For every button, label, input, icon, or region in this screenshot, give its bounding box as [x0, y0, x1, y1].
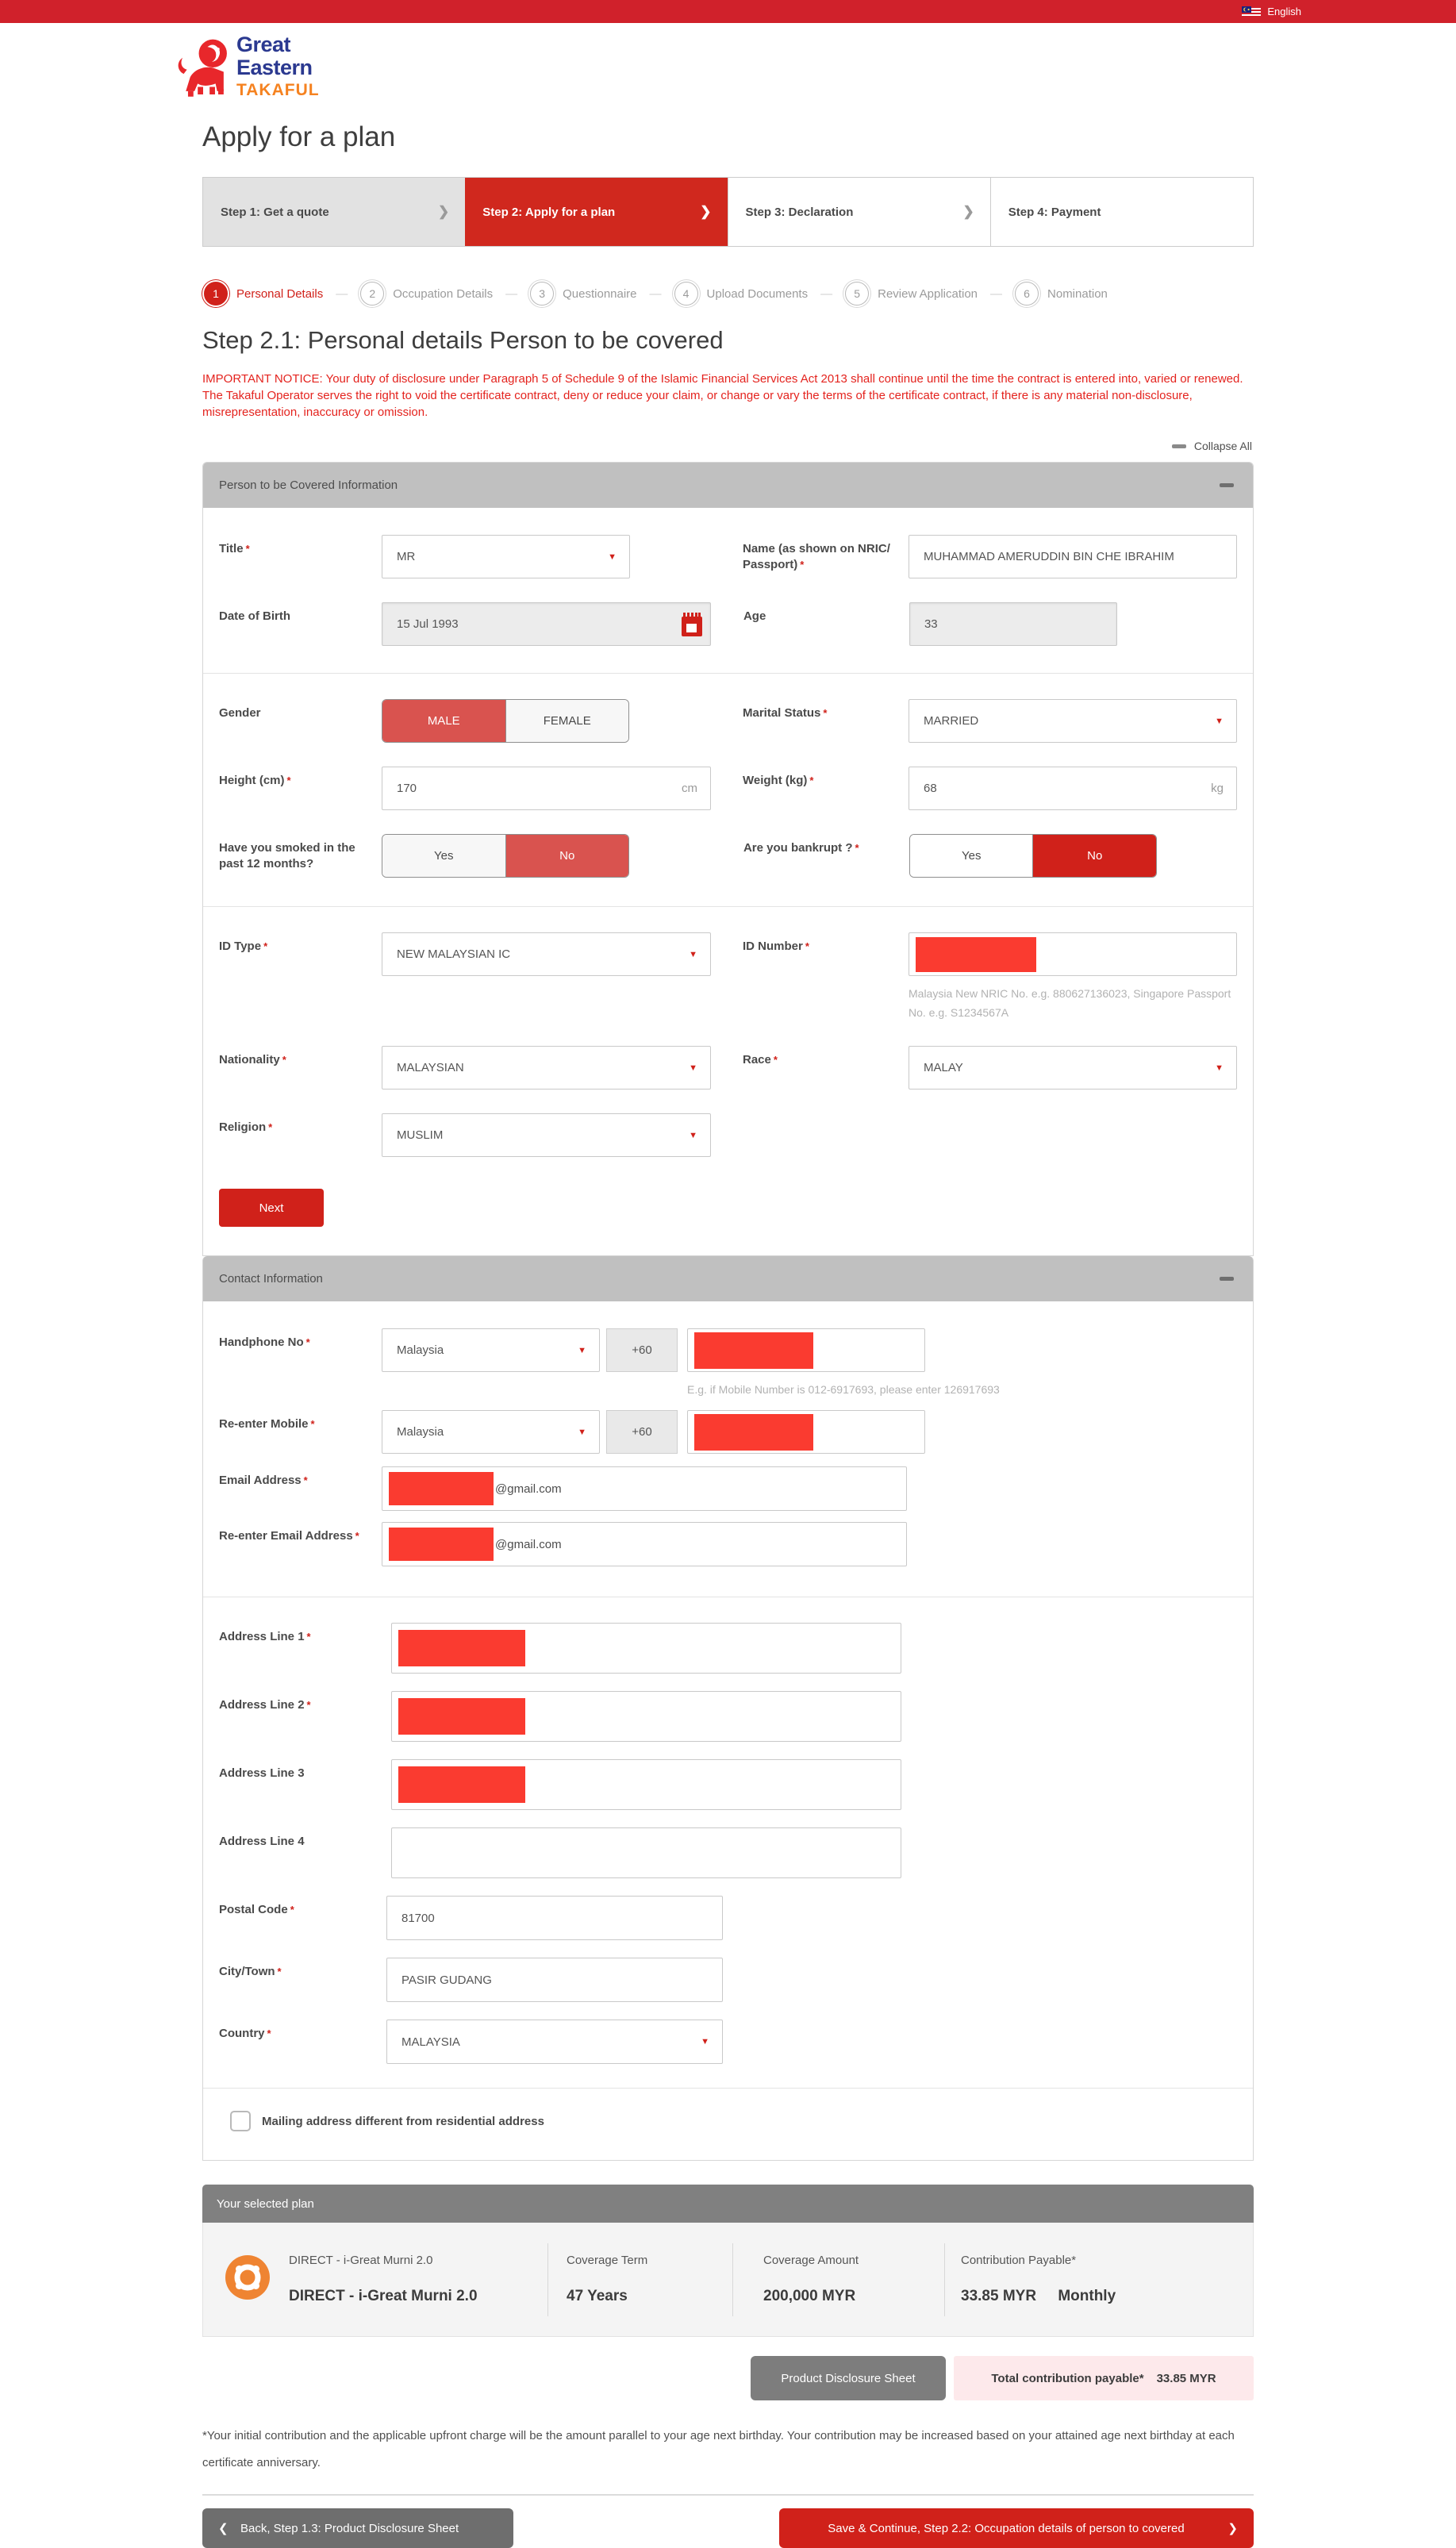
step-label: Review Application — [878, 286, 978, 301]
progress-separator: — — [649, 286, 662, 301]
important-notice: IMPORTANT NOTICE: Your duty of disclosure under Paragraph 5 of Schedule 9 of the Islamic Financial Services Act 2013 shall continue until the time the contract is entered into, varied or renewed. The Takaful Operator serves the right to void the certificate contract, deny or reduce your claim, or change or vary the terms of the certificate contract, if there is any material non-disclosure, misrepresentation, inaccuracy or omission. — [202, 372, 1243, 419]
minus-icon — [1172, 444, 1186, 448]
progress-step-review-application[interactable] — [845, 282, 978, 306]
save-continue-button[interactable] — [779, 2508, 1254, 2548]
bankrupt-option-yes[interactable]: Yes — [910, 835, 1033, 877]
required-asterisk: * — [290, 1904, 294, 1916]
contact-section-header[interactable] — [203, 1256, 1253, 1301]
required-asterisk: * — [800, 559, 805, 571]
divider — [203, 906, 1253, 907]
id-number-input[interactable] — [909, 932, 1237, 976]
nationality-select[interactable] — [382, 1046, 711, 1090]
name-label: Name (as shown on NRIC/ Passport) * — [743, 542, 890, 571]
product-disclosure-sheet-button[interactable]: Product Disclosure Sheet — [751, 2356, 946, 2400]
age-label: Age — [743, 609, 766, 623]
marital-status-select[interactable] — [909, 699, 1237, 743]
chevron-right-icon: ❯ — [438, 204, 450, 219]
chevron-down-icon: ▼ — [689, 949, 697, 959]
progress-step-occupation-details[interactable] — [360, 282, 493, 306]
progress-steps — [204, 282, 1254, 306]
smoked-option-yes[interactable]: Yes — [382, 835, 505, 877]
gender-option-male[interactable]: MALE — [382, 700, 505, 742]
collapse-all-label: Collapse All — [1193, 440, 1252, 452]
progress-separator: — — [336, 286, 348, 301]
required-asterisk: * — [286, 774, 291, 786]
bankrupt-toggle — [909, 834, 1157, 878]
address-line-4-input[interactable] — [391, 1827, 901, 1878]
weight-value: 68 — [924, 782, 937, 795]
city-town-value: PASIR GUDANG — [401, 1973, 492, 1987]
back-button-label: Back, Step 1.3: Product Disclosure Sheet — [240, 2521, 459, 2535]
tab-label: Step 2: Apply for a plan — [482, 205, 616, 219]
title-select[interactable] — [382, 535, 630, 578]
redacted-email-local-part — [389, 1528, 494, 1561]
progress-separator: — — [505, 286, 518, 301]
required-asterisk: * — [305, 1336, 310, 1348]
religion-select[interactable] — [382, 1113, 711, 1157]
step-label: Upload Documents — [706, 286, 809, 301]
life-ring-icon — [225, 2255, 270, 2304]
redacted-address — [398, 1766, 525, 1803]
handphone-helper: E.g. if Mobile Number is 012-6917693, please enter 126917693 — [687, 1383, 1000, 1396]
height-label: Height (cm) * — [219, 774, 291, 787]
required-asterisk: * — [306, 1699, 311, 1711]
tab-label: Step 1: Get a quote — [221, 205, 329, 219]
step-label: Personal Details — [236, 286, 324, 301]
race-label: Race * — [743, 1053, 778, 1066]
religion-value: MUSLIM — [397, 1128, 444, 1142]
nationality-label: Nationality * — [219, 1053, 286, 1066]
city-town-label: City/Town * — [219, 1965, 282, 1978]
malaysia-flag-icon — [1242, 6, 1261, 17]
required-asterisk: * — [267, 2027, 271, 2039]
required-asterisk: * — [823, 707, 828, 719]
address-line-4-label: Address Line 4 — [219, 1835, 305, 1848]
address-line-2-input[interactable] — [391, 1691, 901, 1742]
coverage-amount-label: Coverage Amount — [763, 2254, 859, 2267]
reenter-mobile-input[interactable] — [687, 1410, 925, 1454]
calendar-icon[interactable] — [682, 613, 702, 640]
gender-option-female[interactable]: FEMALE — [505, 700, 629, 742]
progress-step-questionnaire[interactable] — [530, 282, 636, 306]
step-label: Occupation Details — [393, 286, 494, 301]
id-type-value: NEW MALAYSIAN IC — [397, 947, 511, 961]
required-asterisk: * — [809, 774, 814, 786]
reenter-mobile-prefix: +60 — [606, 1410, 678, 1454]
chevron-down-icon: ▼ — [578, 1345, 586, 1355]
language-switcher[interactable] — [1242, 6, 1301, 17]
step-tabbar — [202, 177, 1254, 247]
name-value: MUHAMMAD AMERUDDIN BIN CHE IBRAHIM — [924, 550, 1174, 563]
dob-value: 15 Jul 1993 — [397, 617, 459, 631]
back-button[interactable] — [202, 2508, 513, 2548]
postal-code-value: 81700 — [401, 1911, 435, 1925]
step-label: Nomination — [1047, 286, 1108, 301]
gender-toggle — [382, 699, 629, 743]
chevron-down-icon: ▼ — [578, 1427, 586, 1437]
address-line-1-input[interactable] — [391, 1623, 901, 1674]
chevron-down-icon: ▼ — [689, 1130, 697, 1140]
email-domain: @gmail.com — [495, 1482, 562, 1496]
title-label: Title * — [219, 542, 250, 555]
progress-step-upload-documents[interactable] — [674, 282, 809, 306]
required-asterisk: * — [306, 1631, 311, 1643]
id-number-helper: Malaysia New NRIC No. e.g. 880627136023, Singapore Passport No. e.g. S1234567A — [909, 987, 1231, 1019]
required-asterisk: * — [355, 1530, 359, 1542]
handphone-input[interactable] — [687, 1328, 925, 1372]
bankrupt-label: Are you bankrupt ? * — [743, 841, 859, 855]
contribution-frequency: Monthly — [1058, 2288, 1116, 2304]
coverage-term-value: 47 Years — [567, 2288, 628, 2304]
redacted-phone-number — [694, 1414, 813, 1451]
id-number-label: ID Number * — [743, 940, 809, 953]
chevron-left-icon: ❮ — [218, 2522, 229, 2535]
progress-separator: — — [990, 286, 1003, 301]
required-asterisk: * — [268, 1121, 273, 1133]
name-input[interactable] — [909, 535, 1237, 578]
collapse-section-icon[interactable] — [1220, 1277, 1234, 1281]
reenter-email-input[interactable] — [382, 1522, 907, 1566]
required-asterisk: * — [263, 940, 268, 952]
weight-unit: kg — [1211, 782, 1224, 795]
redacted-address — [398, 1630, 525, 1666]
brand-word-eastern: Eastern — [236, 56, 313, 79]
tab-step3-declaration[interactable] — [728, 178, 990, 246]
reenter-mobile-country-select[interactable] — [382, 1410, 600, 1454]
step-label: Questionnaire — [563, 286, 637, 301]
section-title: Contact Information — [219, 1272, 323, 1286]
religion-label: Religion * — [219, 1120, 273, 1134]
mailing-address-checkbox-label: Mailing address different from residential address — [262, 2114, 544, 2128]
handphone-prefix: +60 — [606, 1328, 678, 1372]
postal-code-input[interactable] — [386, 1896, 723, 1940]
email-input[interactable] — [382, 1466, 907, 1511]
address-line-3-input[interactable] — [391, 1759, 901, 1810]
dob-input[interactable] — [382, 602, 711, 646]
plan-name-bold: DIRECT - i-Great Murni 2.0 — [289, 2288, 478, 2304]
reenter-mobile-label: Re-enter Mobile * — [219, 1417, 315, 1431]
page-title: Apply for a plan — [202, 121, 396, 152]
progress-step-nomination[interactable] — [1015, 282, 1108, 306]
height-input[interactable] — [382, 767, 711, 810]
contribution-payable-label: Contribution Payable* — [961, 2254, 1077, 2267]
chevron-right-icon: ❯ — [1227, 2522, 1238, 2535]
marital-status-value: MARRIED — [924, 714, 979, 728]
step-number-badge: 5 — [845, 282, 869, 306]
height-value: 170 — [397, 782, 417, 795]
country-select[interactable] — [386, 2020, 723, 2064]
dob-label: Date of Birth — [219, 609, 290, 623]
city-town-input[interactable] — [386, 1958, 723, 2002]
total-contribution-value: 33.85 MYR — [1156, 2371, 1216, 2385]
id-type-select[interactable] — [382, 932, 711, 976]
required-asterisk: * — [805, 940, 809, 952]
section-title: Person to be Covered Information — [219, 478, 398, 492]
plan-name: DIRECT - i-Great Murni 2.0 — [289, 2254, 433, 2267]
required-asterisk: * — [773, 1054, 778, 1066]
tab-step4-payment[interactable] — [990, 178, 1253, 246]
handphone-country-select[interactable] — [382, 1328, 600, 1372]
brand-word-takaful: TAKAFUL — [236, 81, 320, 99]
collapse-all-control[interactable] — [202, 440, 1252, 452]
age-input — [909, 602, 1117, 646]
redacted-address — [398, 1698, 525, 1735]
country-label: Country * — [219, 2027, 271, 2040]
email-domain: @gmail.com — [495, 1537, 562, 1551]
chevron-down-icon: ▼ — [608, 551, 617, 562]
progress-separator: — — [820, 286, 833, 301]
language-label: English — [1267, 6, 1301, 17]
step-number-badge: 1 — [204, 282, 228, 306]
tab-label: Step 4: Payment — [1008, 205, 1101, 219]
tab-label: Step 3: Declaration — [745, 205, 854, 219]
chevron-down-icon: ▼ — [1215, 716, 1224, 726]
required-asterisk: * — [855, 842, 859, 854]
chevron-right-icon: ❯ — [962, 204, 974, 219]
bankrupt-option-no[interactable]: No — [1032, 835, 1156, 877]
smoked-option-no[interactable]: No — [505, 835, 629, 877]
step-number-badge: 3 — [530, 282, 554, 306]
tab-step2-apply-for-a-plan[interactable] — [465, 178, 727, 246]
address-line-2-label: Address Line 2 * — [219, 1698, 311, 1712]
mailing-address-checkbox[interactable] — [230, 2111, 251, 2131]
lion-logo-icon — [176, 34, 230, 101]
redacted-id-number — [916, 937, 1036, 972]
coverage-term-label: Coverage Term — [567, 2254, 648, 2267]
person-section-header[interactable] — [203, 463, 1253, 508]
id-type-label: ID Type * — [219, 940, 268, 953]
collapse-section-icon[interactable] — [1220, 483, 1234, 487]
contribution-footnote: *Your initial contribution and the applicable upfront charge will be the amount parallel to your age next birthday. Your contribution may be increased based on your attained age next birthday at each certificate anniversary. — [202, 2429, 1235, 2469]
chevron-right-icon: ❯ — [700, 204, 712, 219]
gender-label: Gender — [219, 706, 261, 720]
person-to-be-covered-card — [202, 462, 1254, 1256]
country-value: MALAYSIA — [401, 2035, 460, 2049]
selected-plan-header: Your selected plan — [202, 2185, 1254, 2223]
tab-step1-get-a-quote[interactable] — [203, 178, 465, 246]
handphone-label: Handphone No * — [219, 1335, 310, 1349]
contribution-payable-value: 33.85 MYR — [961, 2288, 1037, 2304]
chevron-down-icon: ▼ — [701, 2037, 709, 2046]
redacted-phone-number — [694, 1332, 813, 1369]
chevron-down-icon: ▼ — [689, 1063, 697, 1073]
email-label: Email Address * — [219, 1474, 308, 1487]
country-value: Malaysia — [397, 1425, 444, 1439]
redacted-email-local-part — [389, 1472, 494, 1505]
required-asterisk: * — [277, 1966, 282, 1977]
chevron-down-icon: ▼ — [1215, 1063, 1224, 1073]
total-contribution-box — [954, 2356, 1254, 2400]
weight-label: Weight (kg) * — [743, 774, 814, 787]
top-bar — [0, 0, 1456, 23]
selected-plan-section — [202, 2185, 1254, 2337]
height-unit: cm — [682, 782, 697, 795]
marital-status-label: Marital Status * — [743, 706, 828, 720]
address-line-3-label: Address Line 3 — [219, 1766, 305, 1780]
save-button-label: Save & Continue, Step 2.2: Occupation details of person to covered — [828, 2521, 1185, 2535]
country-value: Malaysia — [397, 1343, 444, 1357]
age-value: 33 — [924, 617, 938, 631]
required-asterisk: * — [310, 1418, 315, 1430]
nationality-value: MALAYSIAN — [397, 1061, 464, 1074]
smoked-label: Have you smoked in the past 12 months? — [219, 841, 355, 870]
postal-code-label: Postal Code * — [219, 1903, 294, 1916]
required-asterisk: * — [245, 543, 250, 555]
weight-input[interactable] — [909, 767, 1237, 810]
step-number-badge: 4 — [674, 282, 698, 306]
race-select[interactable] — [909, 1046, 1237, 1090]
title-value: MR — [397, 550, 416, 563]
coverage-amount-value: 200,000 MYR — [763, 2288, 856, 2304]
required-asterisk: * — [303, 1474, 308, 1486]
contact-information-card — [202, 1256, 1254, 2161]
brand-word-great: Great — [236, 33, 291, 56]
step-number-badge: 6 — [1015, 282, 1039, 306]
race-value: MALAY — [924, 1061, 963, 1074]
brand-header — [0, 23, 1456, 101]
step-heading: Step 2.1: Personal details Person to be covered — [202, 326, 724, 354]
progress-step-personal-details[interactable] — [204, 282, 323, 306]
divider — [203, 673, 1253, 674]
step-number-badge: 2 — [360, 282, 384, 306]
next-button[interactable]: Next — [219, 1189, 324, 1227]
required-asterisk: * — [282, 1054, 286, 1066]
reenter-email-label: Re-enter Email Address * — [219, 1529, 359, 1543]
address-line-1-label: Address Line 1 * — [219, 1630, 311, 1643]
total-contribution-label: Total contribution payable* — [991, 2371, 1144, 2385]
smoked-toggle — [382, 834, 629, 878]
